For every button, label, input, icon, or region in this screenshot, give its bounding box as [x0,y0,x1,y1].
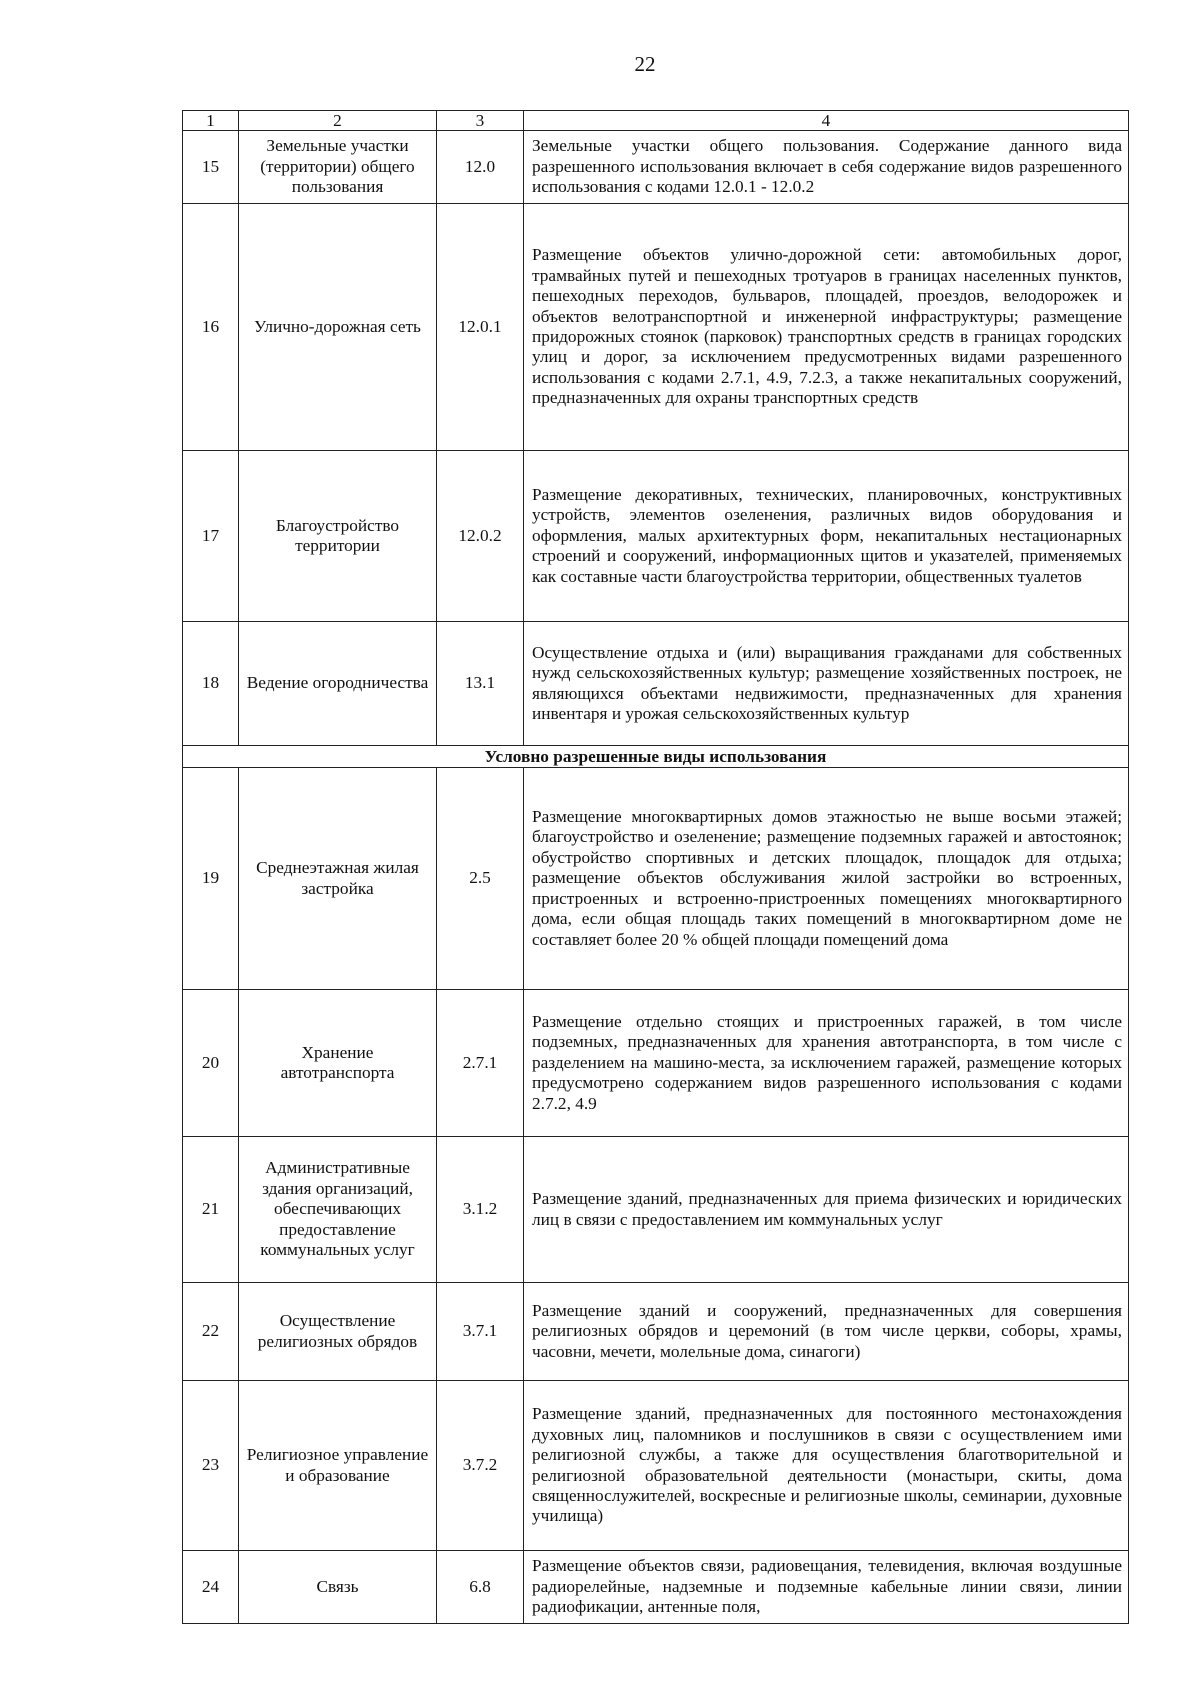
use-type-name: Связь [239,1551,437,1624]
section-title: Условно разрешенные виды использования [183,746,1129,768]
table-row [183,451,1129,622]
row-number: 18 [183,622,239,746]
header-cell: 4 [524,111,1129,131]
use-type-description: Земельные участки общего пользования. Содержание данного вида разрешенного использования включает в себя содержание видов разрешенного использования с кодами 12.0.1 - 12.0.2 [524,131,1129,204]
use-type-description: Размещение многоквартирных домов этажностью не выше восьми этажей; благоустройство и озеленение; размещение подземных гаражей и автостоянок; обустройство спортивных и детских площадок, площадок для отдыха; размещение объектов обслуживания жилой застройки во встроенных, пристроенных и встроенно-пристроенных помещениях многоквартирного дома, если общая площадь таких помещений в многоквартирном доме не составляет более 20 % общей площади помещений дома [524,768,1129,990]
use-type-code: 3.7.1 [437,1283,524,1381]
table-row [183,204,1129,451]
row-number: 17 [183,451,239,622]
table-row [183,1137,1129,1283]
use-type-description: Размещение отдельно стоящих и пристроенных гаражей, в том числе подземных, предназначенных для хранения автотранспорта, в том числе с разделением на машино-места, за исключением гаражей, размещение которых предусмотрено содержанием видов разрешенного использования с кодами 2.7.2, 4.9 [524,990,1129,1137]
use-type-code: 12.0.2 [437,451,524,622]
use-type-name: Административные здания организаций, обеспечивающих предоставление коммунальных услуг [239,1137,437,1283]
table-row [183,1551,1129,1624]
use-type-name: Религиозное управление и образование [239,1381,437,1551]
use-type-description: Осуществление отдыха и (или) выращивания гражданами для собственных нужд сельскохозяйственных культур; размещение хозяйственных построек, не являющихся объектами недвижимости, предназначенных для хранения инвентаря и урожая сельскохозяйственных культур [524,622,1129,746]
row-number: 15 [183,131,239,204]
use-type-code: 2.5 [437,768,524,990]
use-type-code: 3.7.2 [437,1381,524,1551]
row-number: 21 [183,1137,239,1283]
use-type-name: Хранение автотранспорта [239,990,437,1137]
use-type-description: Размещение зданий, предназначенных для приема физических и юридических лиц в связи с предоставлением им коммунальных услуг [524,1137,1129,1283]
header-cell: 2 [239,111,437,131]
use-type-name: Благоустройство территории [239,451,437,622]
use-type-description: Размещение зданий и сооружений, предназначенных для совершения религиозных обрядов и церемоний (в том числе церкви, соборы, храмы, часовни, мечети, молельные дома, синагоги) [524,1283,1129,1381]
use-type-name: Осуществление религиозных обрядов [239,1283,437,1381]
table-row [183,131,1129,204]
section-row [183,746,1129,768]
table-header-row [183,111,1129,131]
row-number: 22 [183,1283,239,1381]
row-number: 20 [183,990,239,1137]
use-type-code: 6.8 [437,1551,524,1624]
page-number: 22 [634,52,656,76]
table-row [183,1283,1129,1381]
use-type-code: 3.1.2 [437,1137,524,1283]
use-type-description: Размещение объектов улично-дорожной сети: автомобильных дорог, трамвайных путей и пешеходных тротуаров в границах населенных пунктов, пешеходных переходов, бульваров, площадей, проездов, велодорожек и объектов велотранспортной и инженерной инфраструктуры; размещение придорожных стоянок (парковок) транспортных средств в границах городских улиц и дорог, за исключением предусмотренных видами разрешенного использования с кодами 2.7.1, 4.9, 7.2.3, а также некапитальных сооружений, предназначенных для охраны транспортных средств [524,204,1129,451]
use-type-name: Земельные участки (территории) общего пользования [239,131,437,204]
table-row [183,768,1129,990]
use-type-code: 12.0 [437,131,524,204]
use-type-name: Среднеэтажная жилая застройка [239,768,437,990]
table-row [183,990,1129,1137]
row-number: 19 [183,768,239,990]
header-cell: 1 [183,111,239,131]
use-type-name: Ведение огородничества [239,622,437,746]
use-type-code: 2.7.1 [437,990,524,1137]
row-number: 16 [183,204,239,451]
table-row [183,1381,1129,1551]
table-row [183,622,1129,746]
use-type-description: Размещение объектов связи, радиовещания, телевидения, включая воздушные радиорелейные, надземные и подземные кабельные линии связи, линии радиофикации, антенные поля, [524,1551,1129,1624]
use-type-name: Улично-дорожная сеть [239,204,437,451]
use-type-description: Размещение декоративных, технических, планировочных, конструктивных устройств, элементов озеленения, различных видов оборудования и оформления, малых архитектурных форм, некапитальных нестационарных строений и сооружений, информационных щитов и указателей, применяемых как составные части благоустройства территории, общественных туалетов [524,451,1129,622]
use-type-code: 13.1 [437,622,524,746]
header-cell: 3 [437,111,524,131]
row-number: 24 [183,1551,239,1624]
row-number: 23 [183,1381,239,1551]
use-type-description: Размещение зданий, предназначенных для постоянного местонахождения духовных лиц, паломников и послушников в связи с осуществлением ими религиозной службы, а также для осуществления благотворительной и религиозной образовательной деятельности (монастыри, скиты, дома священнослужителей, воскресные и религиозные школы, семинарии, духовные училища) [524,1381,1129,1551]
land-use-table [182,110,1129,1624]
use-type-code: 12.0.1 [437,204,524,451]
